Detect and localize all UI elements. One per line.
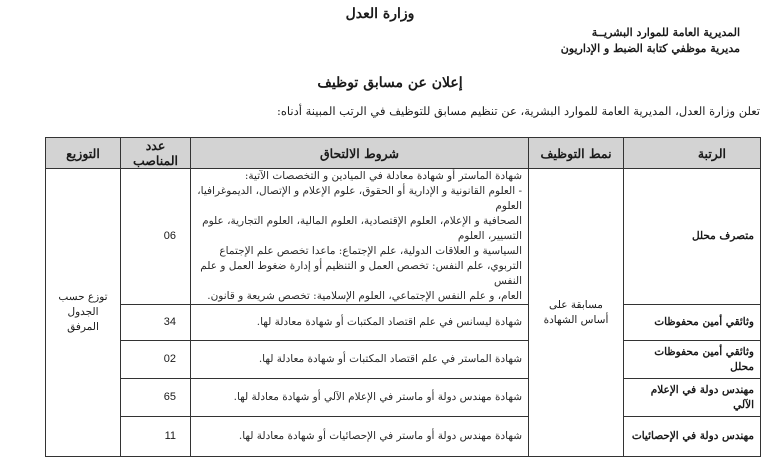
table-header-row	[46, 138, 761, 169]
intro-paragraph: تعلن وزارة العدل، المديرية العامة للموارد البشرية، عن تنظيم مسابق للتوظيف في الرتب المبينة أدناه:	[277, 104, 760, 118]
rank-cell: متصرف محلل	[624, 169, 761, 305]
col-header-distribution: التوزيع	[46, 138, 121, 169]
table-row	[46, 305, 761, 341]
condition-line: - العلوم القانونية و الإدارية أو الحقوق، علوم الإعلام و الإتصال، الديموغرافيا، العلوم	[197, 185, 522, 212]
announcement-title: إعلان عن مسابق توظيف	[317, 75, 463, 91]
col-header-mode: نمط التوظيف	[529, 138, 624, 169]
rank-cell: وثائقي أمين محفوظات محلل	[624, 341, 761, 379]
col-header-rank: الرتبة	[624, 138, 761, 169]
table-row	[46, 169, 761, 305]
condition-line: الصحافية و الإعلام، العلوم الإقتصادية، العلوم المالية، العلوم التجارية، علوم التسيير، العلوم	[202, 215, 522, 242]
positions-count: 34	[121, 305, 191, 341]
sub-directorate-line: مديرية موظفي كتابة الضبط و الإداريون	[560, 42, 740, 55]
table-row	[46, 417, 761, 457]
condition-line: السياسية و العلاقات الدولية، علم الإجتماع: ماعدا تخصص علم الإجتماع	[219, 245, 522, 257]
ministry-title: وزارة العدل	[345, 6, 415, 22]
col-header-positions: عدد المناصب	[121, 138, 191, 169]
positions-count: 11	[121, 417, 191, 457]
distribution-cell: توزع حسب الجدول المرفق	[46, 169, 121, 457]
condition-line: العام، و علم النفس الإجتماعي، العلوم الإسلامية: تخصص شريعة و قانون.	[207, 290, 522, 302]
rank-cell: وثائقي أمين محفوظات	[624, 305, 761, 341]
positions-count: 65	[121, 379, 191, 417]
rank-cell: مهندس دولة في الإحصائيات	[624, 417, 761, 457]
table-row	[46, 379, 761, 417]
condition-line: شهادة الماستر أو شهادة معادلة في الميادين و التخصصات الآتية:	[244, 170, 522, 182]
condition-line: التربوي، علم النفس: تخصص العمل و التنظيم أو إدارة ضغوط العمل و علم النفس	[200, 260, 522, 287]
recruitment-mode-cell: مسابقة على أساس الشهادة	[529, 169, 624, 457]
conditions-cell	[191, 169, 529, 305]
positions-count: 02	[121, 341, 191, 379]
conditions-cell	[191, 305, 529, 341]
condition-line: شهادة مهندس دولة أو ماستر في الإحصائيات أو شهادة معادلة لها.	[238, 430, 522, 442]
condition-line: شهادة الماستر في علم اقتصاد المكتبات أو شهادة معادلة لها.	[258, 353, 522, 365]
positions-table	[45, 137, 761, 457]
col-header-conditions: شروط الالتحاق	[191, 138, 529, 169]
conditions-cell	[191, 341, 529, 379]
condition-line: شهادة مهندس دولة أو ماستر في الإعلام الآلي أو شهادة معادلة لها.	[233, 391, 522, 403]
conditions-cell	[191, 417, 529, 457]
condition-line: شهادة ليسانس في علم اقتصاد المكتبات أو شهادة معادلة لها.	[256, 316, 522, 328]
rank-cell: مهندس دولة في الإعلام الآلي	[624, 379, 761, 417]
table-row	[46, 341, 761, 379]
positions-count: 06	[121, 169, 191, 305]
directorate-line: المديرية العامة للموارد البشريــة	[591, 26, 740, 39]
conditions-cell	[191, 379, 529, 417]
